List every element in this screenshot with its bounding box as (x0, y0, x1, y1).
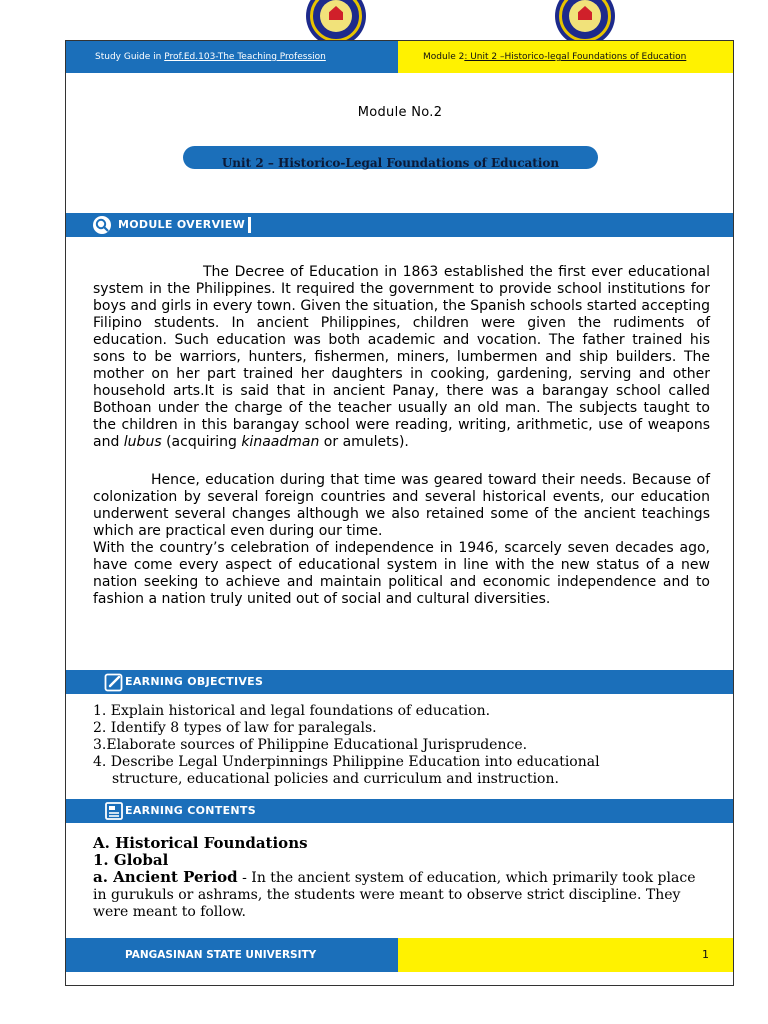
term-kinaadman: kinaadman (241, 434, 320, 450)
header-course-link[interactable]: Prof.Ed.103-The Teaching Profession (164, 52, 326, 62)
overview-p1-b: (acquiring (161, 434, 242, 450)
overview-p1-c: or amulets). (319, 434, 409, 450)
footer-university-label: PANGASINAN STATE UNIVERSITY (125, 949, 317, 961)
overview-p3: With the country’s celebration of independence in 1946, scarcely seven decades ago, have come every aspect of educational system in line with the new status of a new nation seeking to achieve and maintain political and economic independence and to fashion a nation truly united out of social and cultural diversities. (93, 540, 710, 607)
overview-p2: Hence, education during that time was geared toward their needs. Because of colonization by several foreign countries and several historical events, our education underwent several changes although we also retained some of the ancient teachings which are practical even during our time. (93, 472, 710, 539)
learning-objectives-band (66, 670, 733, 694)
list-item: 2. Identify 8 types of law for paralegals. (93, 720, 377, 736)
footer-university (66, 938, 398, 972)
objectives-list (93, 703, 713, 788)
learning-objectives-heading: EARNING OBJECTIVES (125, 675, 264, 688)
period-heading: a. Ancient Period (93, 868, 238, 886)
term-lubus: lubus (123, 434, 162, 450)
text-cursor (248, 217, 251, 233)
list-item: structure, educational policies and curriculum and instruction. (112, 771, 559, 787)
list-item: 1. Explain historical and legal foundations of education. (93, 703, 491, 719)
header-module (398, 41, 733, 73)
contents-text (93, 835, 710, 921)
header-module-prefix: Module 2 (423, 52, 465, 62)
module-overview-band (66, 213, 733, 237)
search-icon (92, 215, 112, 235)
document-icon (104, 801, 124, 821)
subsection-heading: 1. Global (93, 851, 169, 869)
list-item: 3.Elaborate sources of Philippine Educational Jurisprudence. (93, 737, 528, 753)
period-text: - In the ancient system of education, which primarily took place in gurukuls or ashrams, the students were meant to observe strict discipline. They were meant to follow. (93, 870, 696, 920)
overview-p1: The Decree of Education in 1863 established the first ever educational system in the Philippines. It required the government to provide school institutions for boys and girls in every town. Given the situation, the Spanish schools started accepting Filipino students. In ancient Philippines, children were given the rudiments of education. Such education was both academic and vocation. The father trained his sons to be warriors, hunters, fishermen, miners, lumbermen and ship builders. The mother on her part trained her daughters in cooking, gardening, serving and other household arts.It is said that in ancient Panay, there was a barangay school called Bothoan under the charge of the teacher usually an old man. The subjects taught to the children in this barangay school were reading, writing, arithmetic, use of weapons and (93, 264, 710, 450)
page-number: 1 (702, 948, 709, 961)
unit-title-banner: Unit 2 – Historico-Legal Foundations of Education (183, 146, 598, 169)
learning-contents-heading: EARNING CONTENTS (125, 804, 256, 817)
overview-text (93, 264, 710, 608)
header-course-prefix: Study Guide in (95, 52, 165, 62)
list-item: 4. Describe Legal Underpinnings Philippine Education into educational (93, 754, 600, 770)
section-heading: A. Historical Foundations (93, 834, 308, 852)
header-course (66, 41, 398, 73)
module-overview-heading: MODULE OVERVIEW (118, 218, 246, 231)
learning-contents-band (66, 799, 733, 823)
footer-page (398, 938, 733, 972)
header-module-link[interactable]: : Unit 2 –Historico-legal Foundations of Education (464, 52, 687, 62)
edit-icon (104, 672, 124, 692)
module-number: Module No.2 (357, 105, 443, 120)
